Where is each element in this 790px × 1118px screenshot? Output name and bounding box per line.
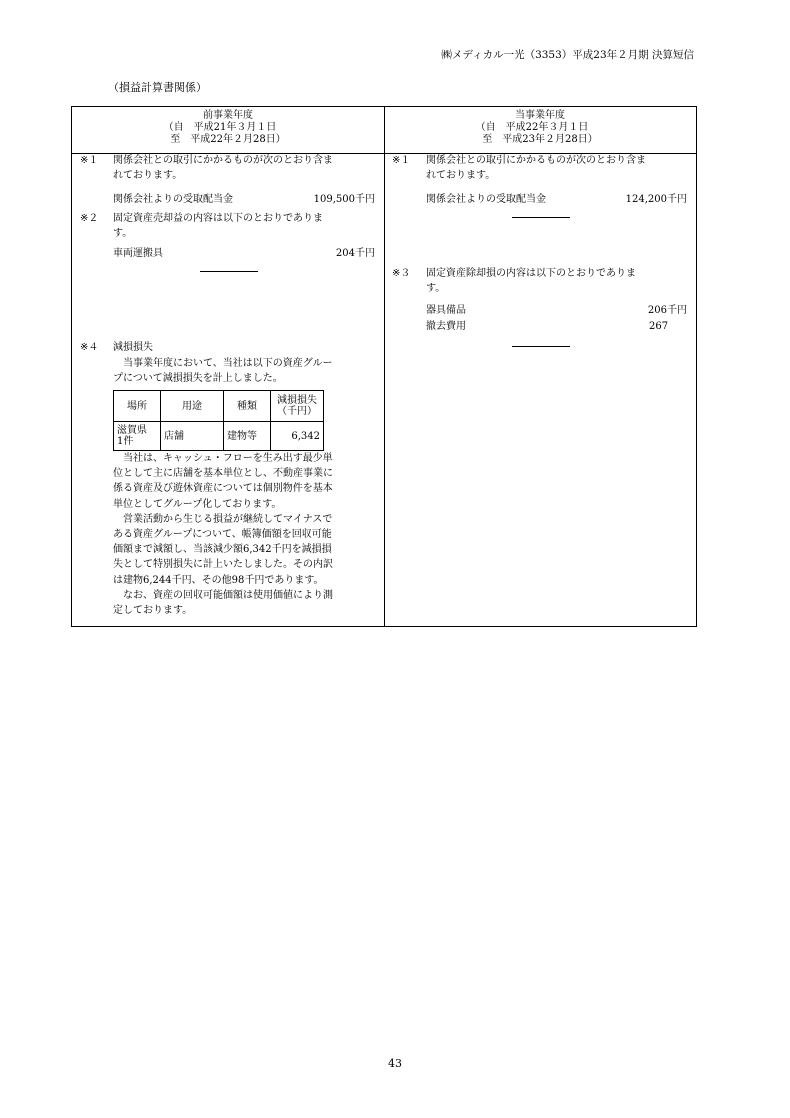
current-note-1-mark: ※１ [392, 155, 411, 166]
header-type: 種類 [224, 391, 271, 422]
fixtures-label: 器具備品 [426, 305, 466, 316]
note-2-mark: ※２ [80, 213, 99, 224]
vehicle-label: 車両運搬具 [113, 248, 163, 259]
header-use: 用途 [161, 391, 224, 422]
current-year-title: 当事業年度 [515, 110, 565, 121]
table-header-row [114, 391, 324, 422]
note-4-body: 当社は、キャッシュ・フローを生み出す最少単 位として主に店舗を基本単位とし、不動産事業に 係る資産及び遊休資産については個別物件を基本 単位としてグループ化しております。 営業活動から生じる損益が継続してマイナスで ある資産グループについて、帳簿価額を回収可能 価額まで減額し、当該減少額6,342千円を減損損 失として特別損失に計上いたしました。その内訳 は建物6,244千円、その他98千円であります。 なお、資産の回収可能価額は使用価値により測 定しております。 [113, 453, 333, 617]
header-location: 場所 [114, 391, 161, 422]
cell-type: 建物等 [224, 422, 271, 451]
current-year-header [384, 110, 696, 146]
fixtures-value: 206千円 [647, 305, 687, 316]
prior-year-title: 前事業年度 [203, 110, 253, 121]
prior-year-from: （自 平成21年３月１日 [163, 122, 277, 133]
separator-line [512, 217, 570, 218]
separator-line [512, 346, 570, 347]
current-note-1-text: 関係会社との取引にかかるものが次のとおり含ま れております。 [426, 155, 646, 182]
vehicle-value: 204千円 [335, 248, 375, 259]
separator-line [200, 271, 258, 272]
note-4-intro: 当事業年度において、当社は以下の資産グルー プについて減損損失を計上しました。 [113, 358, 333, 385]
income-statement-notes-table [71, 106, 697, 627]
note-4-title: 減損損失 [113, 342, 153, 353]
dividend-label: 関係会社よりの受取配当金 [113, 194, 233, 205]
cell-use: 店舗 [161, 422, 224, 451]
removal-cost-value: 267 [649, 321, 669, 332]
current-dividend-value: 124,200千円 [625, 194, 687, 205]
current-dividend-label: 関係会社よりの受取配当金 [426, 194, 546, 205]
cell-location: 滋賀県 1件 [114, 422, 161, 451]
impairment-table [113, 390, 324, 451]
report-header: ㈱メディカル一光（3353）平成23年２月期 決算短信 [441, 49, 694, 61]
prior-year-header [72, 110, 384, 146]
note-2-text: 固定資産売却益の内容は以下のとおりでありま す。 [113, 213, 323, 240]
prior-year-to: 至 平成22年２月28日） [170, 134, 286, 145]
note-1-text: 関係会社との取引にかかるものが次のとおり含ま れております。 [113, 155, 333, 182]
current-year-from: （自 平成22年３月１日 [475, 122, 589, 133]
header-loss: 減損損失 （千円） [271, 391, 324, 422]
current-note-3-mark: ※３ [392, 268, 411, 279]
note-4-mark: ※４ [80, 342, 99, 353]
section-title: （損益計算書関係） [108, 81, 207, 94]
dividend-value: 109,500千円 [313, 194, 375, 205]
current-year-to: 至 平成23年２月28日） [482, 134, 598, 145]
table-row [114, 422, 324, 451]
removal-cost-label: 撤去費用 [426, 321, 466, 332]
current-note-3-text: 固定資産除却損の内容は以下のとおりでありま す。 [426, 268, 636, 295]
cell-loss: 6,342 [271, 422, 324, 451]
column-divider [384, 107, 385, 626]
page-number: 43 [388, 1057, 402, 1070]
note-1-mark: ※１ [80, 155, 99, 166]
